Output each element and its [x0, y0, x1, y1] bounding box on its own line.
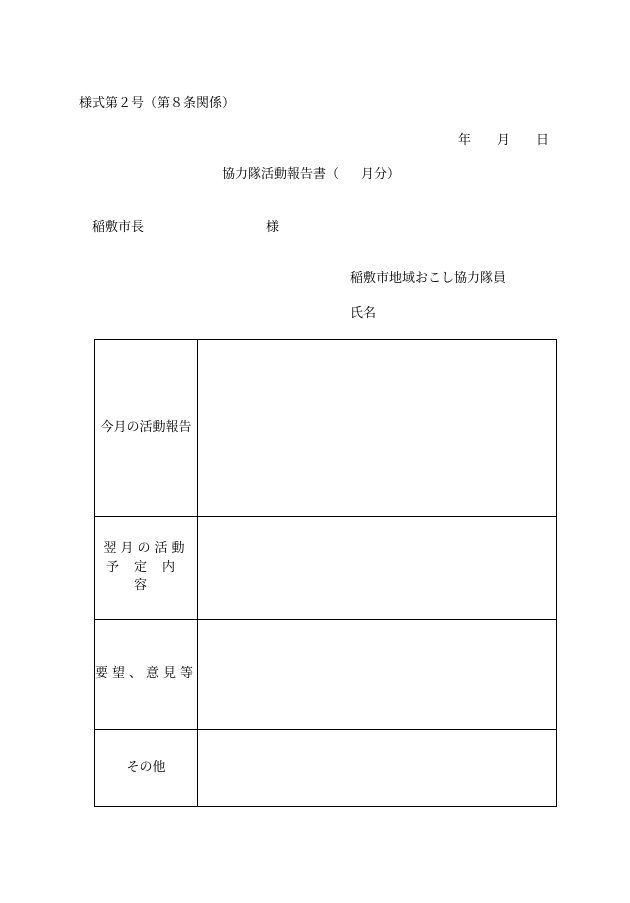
date-year-label: 年	[458, 133, 472, 148]
form-number: 様式第２号（第８条関係）	[79, 96, 236, 111]
row-label-monthly-report	[95, 340, 198, 517]
table-row	[95, 340, 557, 517]
date-month-label: 月	[497, 133, 511, 148]
reporter-name-label: 氏名	[350, 306, 377, 321]
table-row	[95, 730, 557, 807]
row-label-line: 今月の活動報告	[100, 419, 192, 435]
reporter-organization: 稲敷市地域おこし協力隊員	[350, 271, 507, 286]
table-row	[95, 620, 557, 730]
table-row	[95, 517, 557, 620]
addressee-honorific: 様	[266, 220, 280, 235]
row-label-line: 予定内容	[105, 559, 190, 594]
other-field[interactable]	[198, 730, 557, 807]
date-line	[458, 134, 549, 147]
date-day-label: 日	[536, 133, 550, 148]
row-label-requests-opinions	[95, 620, 198, 730]
row-label-line: その他	[126, 759, 166, 775]
monthly-report-field[interactable]	[198, 340, 557, 517]
report-table	[94, 339, 557, 807]
row-label-line: 翌月の活動	[103, 540, 189, 556]
title-prefix: 協力隊活動報告書（	[222, 167, 340, 182]
title-suffix: 月分）	[361, 167, 401, 182]
row-label-next-month-plan	[95, 517, 198, 620]
row-label-other	[95, 730, 198, 807]
requests-opinions-field[interactable]	[198, 620, 557, 730]
row-label-line: 要望、意見等	[95, 666, 198, 682]
next-month-plan-field[interactable]	[198, 517, 557, 620]
document-title	[222, 168, 400, 181]
addressee-name: 稲敷市長	[92, 220, 145, 235]
